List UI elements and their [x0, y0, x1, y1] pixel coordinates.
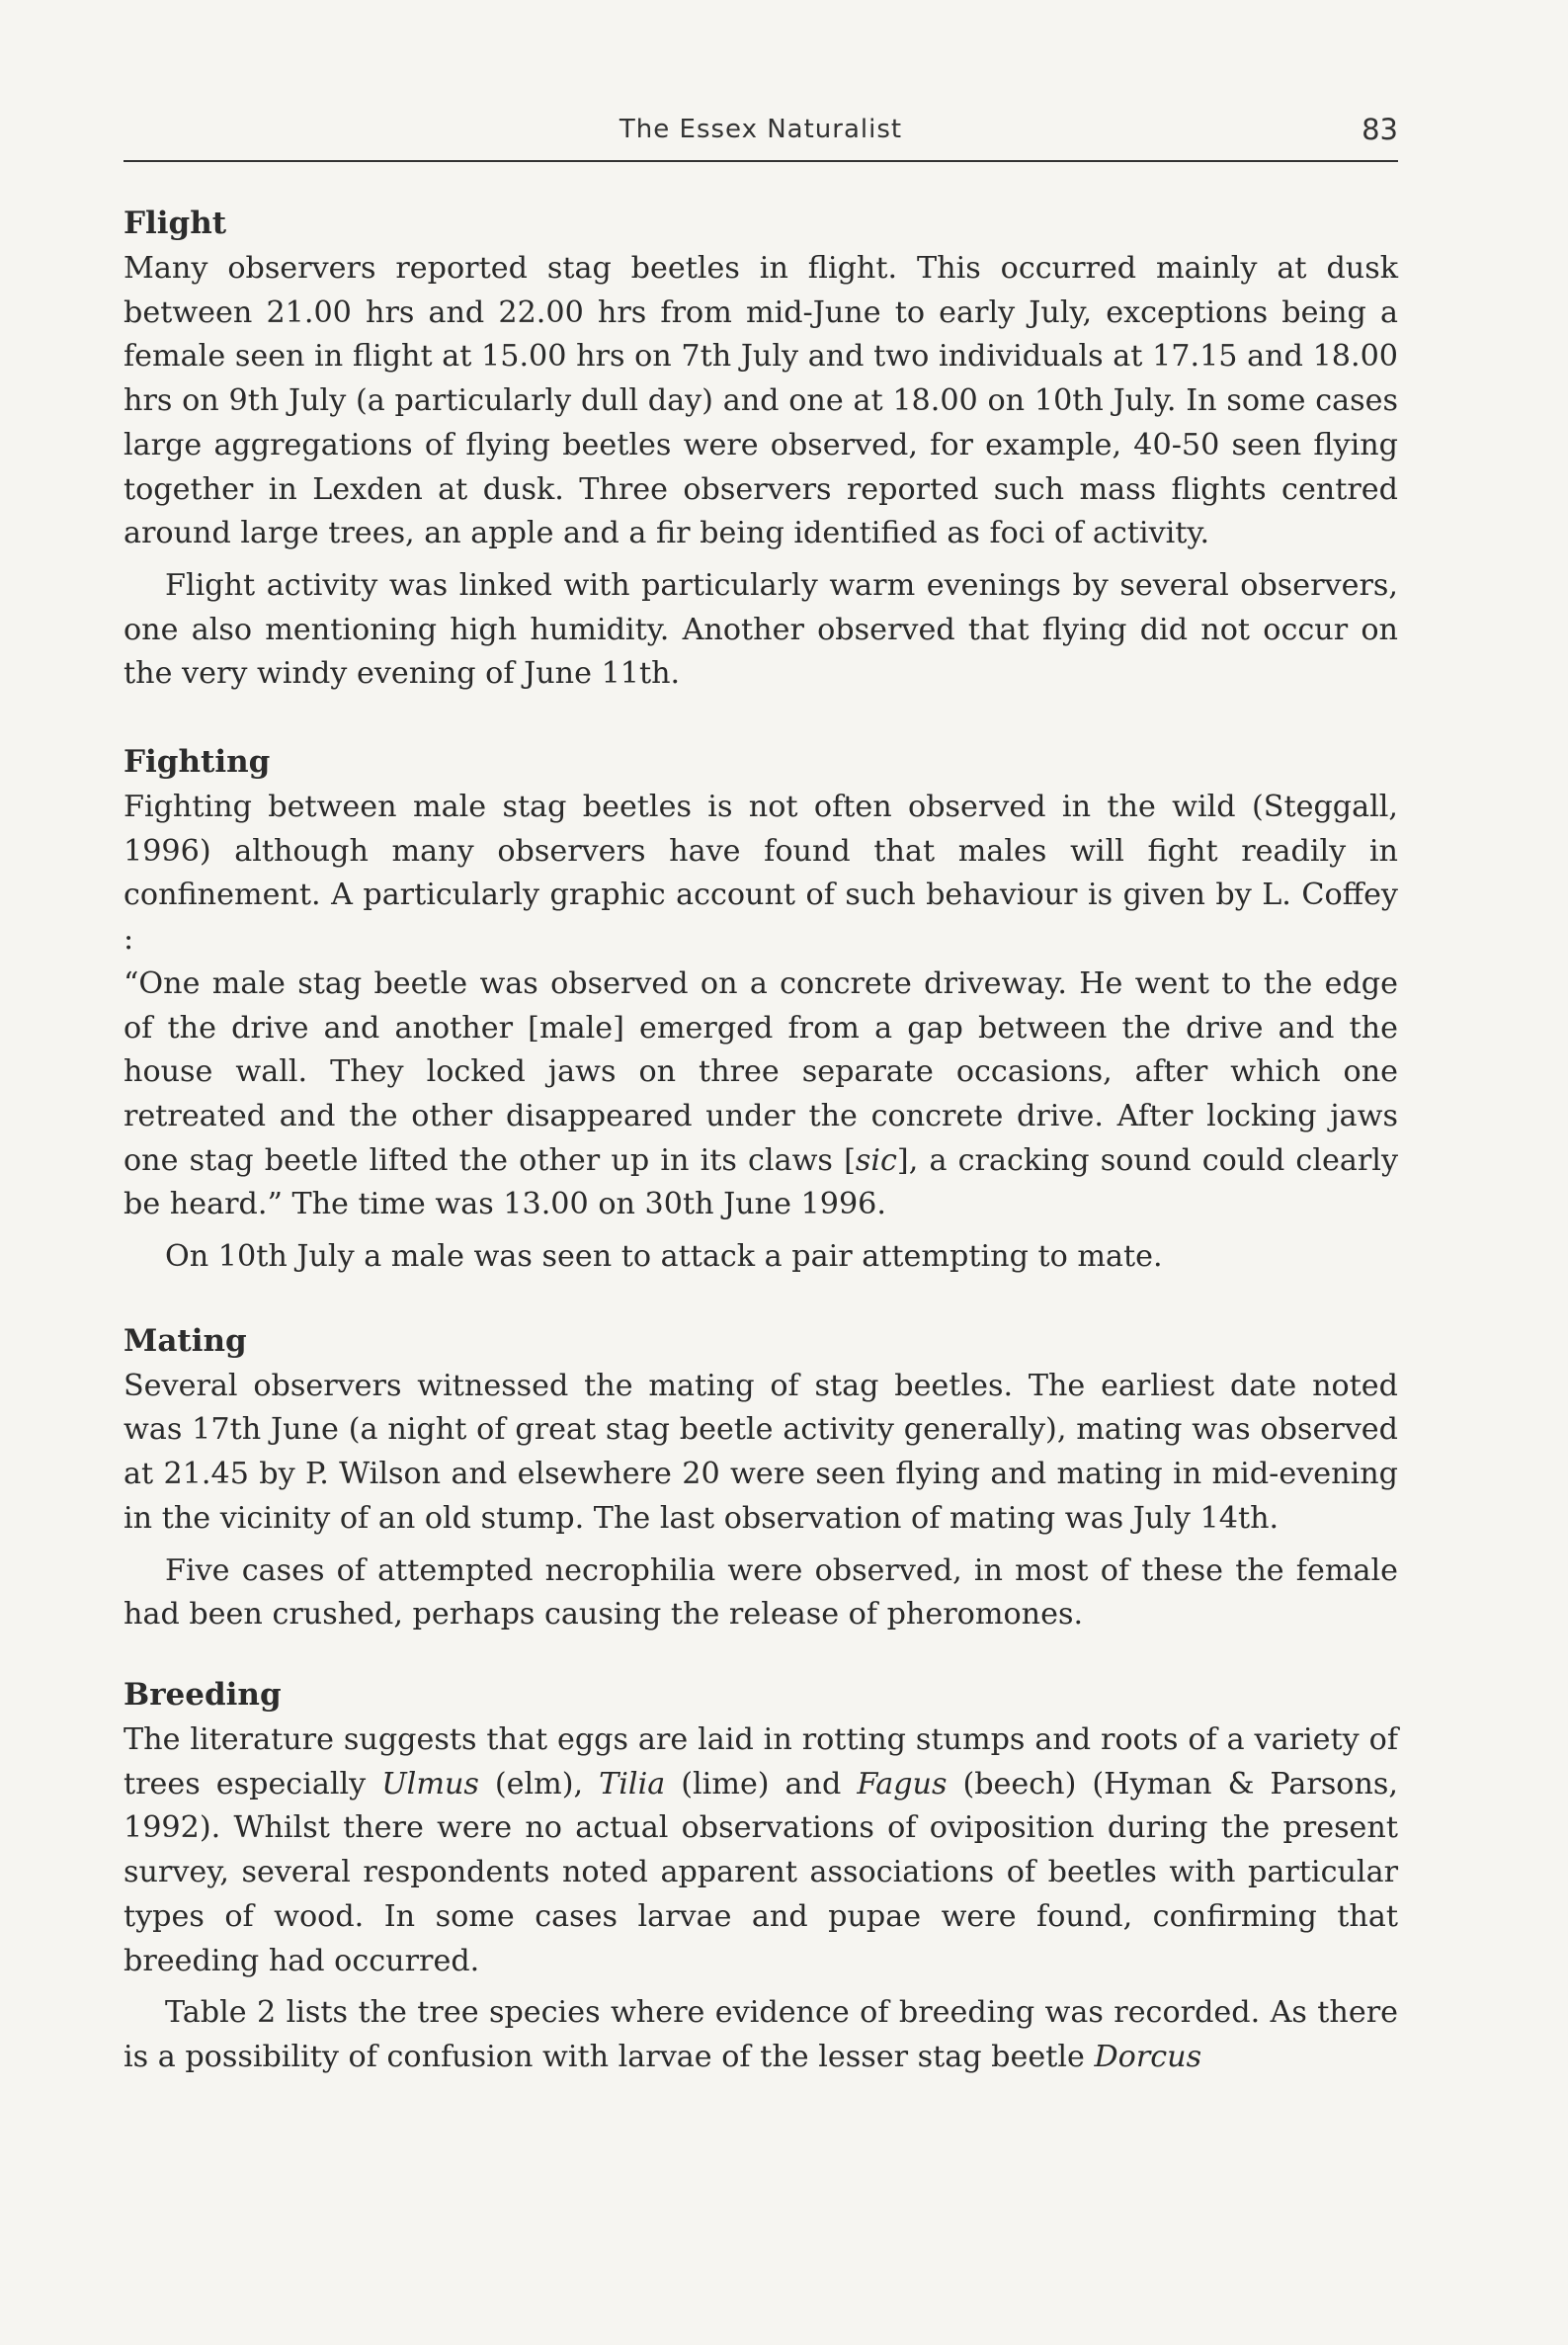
section-heading-mating: Mating — [124, 1322, 247, 1359]
text-run: (lime) and — [665, 1766, 858, 1801]
section-breeding — [124, 1671, 1398, 2080]
paragraph — [124, 1718, 1398, 1983]
taxon-name: Fagus — [857, 1766, 948, 1801]
paragraph: On 10th July a male was seen to attack a pair attempting to mate. — [165, 1239, 1163, 1275]
paragraph: Five cases of attempted necrophilia were observed, in most of these the female had been crushed, perhaps causing the release of pheromones. — [124, 1552, 1398, 1633]
section-heading-breeding: Breeding — [124, 1676, 282, 1713]
section-flight — [124, 200, 1398, 697]
page — [124, 109, 1398, 2080]
text-run: Table 2 lists the tree species where evidence of breeding was recorded. As there is a possibility of confusion with larvae of the lesser stag beetle — [124, 1995, 1398, 2074]
section-mating — [124, 1317, 1398, 1637]
page-number: 83 — [1362, 113, 1398, 146]
quotation — [124, 963, 1398, 1227]
paragraph: Flight activity was linked with particularly warm evenings by several observers, one also mentioning high humidity. Another observed that flying did not occur on the very windy evening of June 11th. — [124, 567, 1398, 692]
paragraph: Many observers reported stag beetles in flight. This occurred mainly at dusk between 21.00 hrs and 22.00 hrs from mid-June to early July, exceptions being a female seen in flight at 15.00 hrs on 7th July and two individuals at 17.15 and 18.00 hrs on 9th July (a particularly dull day) and one at 18.00 on 10th July. In some cases large aggregations of flying beetles were observed, for example, 40-50 seen flying together in Lexden at dusk. Three observers reported such mass flights centred around large trees, an apple and a fir being identified as foci of activity. — [124, 251, 1398, 551]
taxon-name: Tilia — [599, 1766, 666, 1801]
text-run: (elm), — [478, 1766, 600, 1801]
paragraph: Fighting between male stag beetles is not often observed in the wild (Steggall, 1996) although many observers have found that males will fight readily in confinement. A particularly graphic account of such behaviour is given by L. Coffey : — [124, 790, 1398, 958]
section-heading-flight: Flight — [124, 206, 227, 241]
taxon-name: Ulmus — [381, 1766, 479, 1801]
running-head — [124, 109, 1398, 162]
text-run: The literature suggests that eggs are laid in rotting stumps and roots of a variety of trees especially — [124, 1721, 1398, 1801]
paragraph — [124, 1991, 1398, 2079]
quote-text: “One male stag beetle was observed on a concrete driveway. He went to the edge of the drive and another [male] emerged from a gap between the drive and the house wall. They locked jaws on three separate occasions, after which one retreated and the other disappeared under the concrete drive. After locking jaws one stag beetle lifted the other up in its claws [ — [124, 965, 1398, 1178]
section-fighting — [124, 738, 1398, 1280]
section-heading-fighting: Fighting — [124, 744, 271, 781]
quote-text: ], a cracking sound could clearly be heard.” The time was 13.00 on 30th June 1996. — [124, 1142, 1398, 1222]
text-run: (beech) (Hyman & Parsons, 1992). Whilst there were no actual observations of oviposition during the present survey, several respondents noted apparent associations of beetles with particular types of wood. In some cases larvae and pupae were found, confirming that breeding had occurred. — [124, 1766, 1399, 1978]
sic-marker: sic — [855, 1142, 897, 1178]
paragraph: Several observers witnessed the mating of stag beetles. The earliest date noted was 17th June (a night of great stag beetle activity generally), mating was observed at 21.45 by P. Wilson and elsewhere 20 were seen flying and mating in mid-evening in the vicinity of an old stump. The last observation of mating was July 14th. — [124, 1368, 1398, 1536]
journal-title: The Essex Naturalist — [619, 115, 903, 144]
taxon-name: Dorcus — [1094, 2039, 1202, 2074]
